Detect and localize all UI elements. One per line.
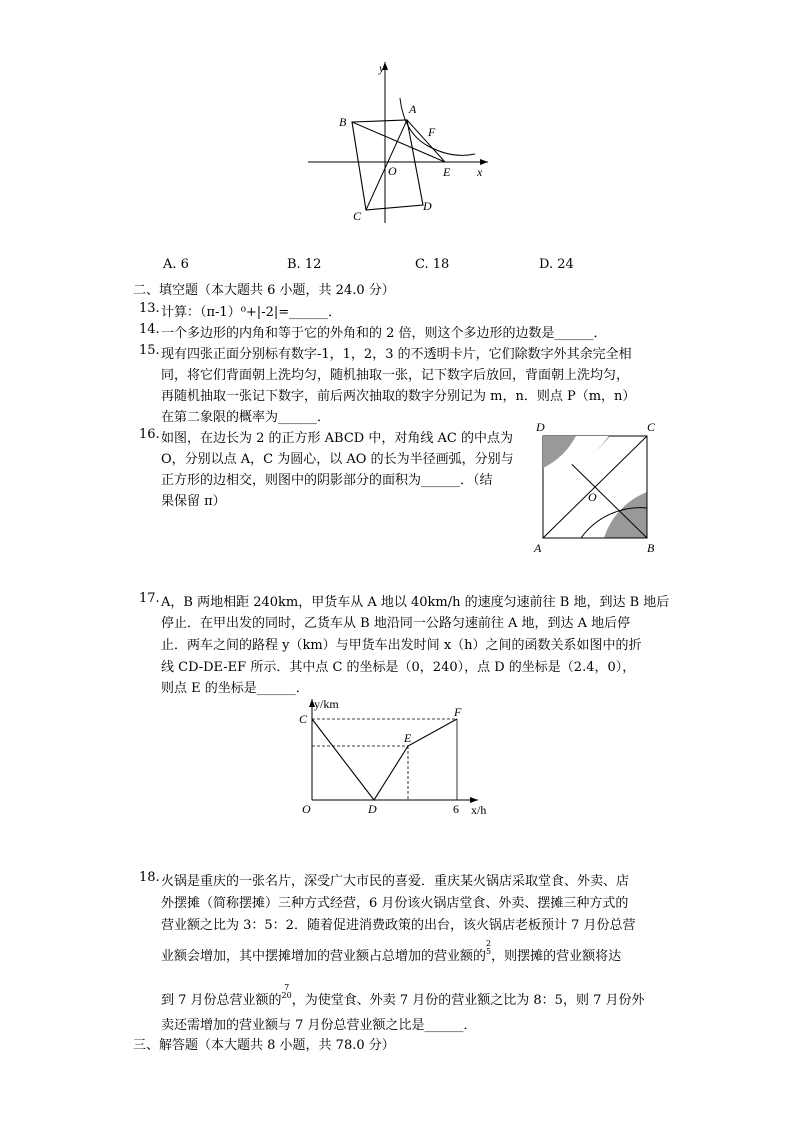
question-number-15: 15. — [139, 343, 160, 358]
figure-coordinate-square — [300, 58, 500, 228]
question-16-line: O，分别以点 A，C 为圆心，以 AO 的长为半径画弧，分别与 — [161, 452, 514, 467]
graph-tick-6: 6 — [453, 802, 459, 816]
graph-label-e: E — [404, 731, 412, 745]
question-18-line: 火锅是重庆的一张名片，深受广大市民的喜爱．重庆某火锅店采取堂食、外卖、店 — [161, 874, 630, 889]
fraction-two-fifths: 2 5 — [486, 939, 492, 956]
question-number-18: 18. — [139, 870, 160, 885]
square-label-c: C — [647, 420, 656, 434]
x-axis-label-h: x/h — [471, 803, 487, 817]
question-15-line: 再随机抽取一张记下数字，前后两次抽取的数字分别记为 m，n．则点 P（m，n） — [161, 389, 636, 404]
point-label-b: B — [339, 115, 347, 129]
question-16-line: 如图，在边长为 2 的正方形 ABCD 中，对角线 AC 的中点为 — [161, 431, 513, 446]
question-14-text: 一个多边形的内角和等于它的外角和的 2 倍，则这个多边形的边数是______． — [161, 326, 607, 341]
graph-label-c: C — [299, 712, 308, 726]
question-18-line: 卖还需增加的营业额与 7 月份总营业额之比是______． — [161, 1018, 477, 1033]
choice-c: C. 18 — [415, 257, 450, 272]
origin-label: O — [388, 164, 397, 178]
point-label-f: F — [428, 125, 436, 139]
point-label-e: E — [443, 165, 451, 179]
graph-label-d: D — [368, 802, 377, 816]
choice-b: B. 12 — [287, 257, 322, 272]
section-title-solutions: 三、解答题（本大题共 8 小题，共 78.0 分） — [133, 1038, 395, 1053]
question-18-line: 外摆摊（简称摆摊）三种方式经营，6 月份该火锅店堂食、外卖、摆摊三种方式的 — [161, 896, 629, 911]
question-18-line-with-fraction — [161, 984, 644, 1008]
graph-label-o: O — [302, 802, 311, 816]
question-number-16: 16. — [139, 427, 160, 442]
question-18-line: 到 7 月份总营业额的 — [161, 993, 282, 1008]
y-axis-label: y — [379, 61, 385, 75]
figure-square-arcs — [530, 418, 665, 558]
section-title-fill-in: 二、填空题（本大题共 6 小题，共 24.0 分） — [133, 283, 395, 298]
question-number-13: 13. — [139, 301, 160, 316]
question-17-line: 线 CD-DE-EF 所示．其中点 C 的坐标是（0，240），点 D 的坐标是（2.4，0）， — [161, 660, 636, 675]
question-18-line-with-fraction — [161, 940, 621, 964]
choice-a: A. 6 — [163, 257, 189, 272]
question-number-17: 17. — [139, 591, 160, 606]
x-axis-label: x — [477, 165, 483, 179]
point-label-d: D — [423, 199, 432, 213]
question-15-line: 在第二象限的概率为______． — [161, 410, 331, 425]
point-label-c: C — [353, 209, 362, 223]
question-18-line: ，为使堂食、外卖 7 月份的营业额之比为 8：5，则 7 月份外 — [291, 993, 645, 1008]
fraction-seven-twentieths: 7 20 — [281, 983, 292, 1000]
square-label-o: O — [588, 490, 597, 504]
point-label-a: A — [409, 102, 417, 116]
question-15-line: 同，将它们背面朝上洗均匀，随机抽取一张，记下数字后放回，背面朝上洗均匀， — [161, 368, 630, 383]
square-label-b: B — [647, 541, 655, 555]
figure-distance-time-graph — [292, 694, 502, 820]
square-label-a: A — [534, 541, 542, 555]
y-axis-label-km: y/km — [314, 697, 339, 711]
question-17-line: A，B 两地相距 240km，甲货车从 A 地以 40km/h 的速度匀速前往 B 地，到达 B 地后 — [161, 595, 670, 610]
question-18-line: 营业额之比为 3：5：2．随着促进消费政策的出台，该火锅店老板预计 7 月份总营 — [161, 918, 636, 933]
graph-label-f: F — [454, 705, 462, 719]
question-17-line: 止．两车之间的路程 y（km）与甲货车出发时间 x（h）之间的函数关系如图中的折 — [161, 638, 642, 653]
question-16-line: 正方形的边相交，则图中的阴影部分的面积为______．（结 — [161, 473, 493, 488]
question-16-line: 果保留 π） — [161, 494, 226, 509]
question-number-14: 14. — [139, 322, 160, 337]
question-18-line: ，则摆摊的营业额将达 — [491, 949, 622, 964]
square-label-d: D — [536, 420, 545, 434]
question-17-line: 则点 E 的坐标是______． — [161, 681, 309, 696]
question-13-text: 计算：（π-1）⁰+|-2|=______． — [161, 305, 342, 320]
question-17-line: 停止．在甲出发的同时，乙货车从 B 地沿同一公路匀速前往 A 地，到达 A 地后停 — [161, 616, 631, 631]
question-18-line: 业额会增加，其中摆摊增加的营业额占总增加的营业额的 — [161, 949, 487, 964]
choice-d: D. 24 — [539, 257, 574, 272]
question-15-line: 现有四张正面分别标有数字-1，1，2，3 的不透明卡片，它们除数字外其余完全相 — [161, 347, 632, 362]
